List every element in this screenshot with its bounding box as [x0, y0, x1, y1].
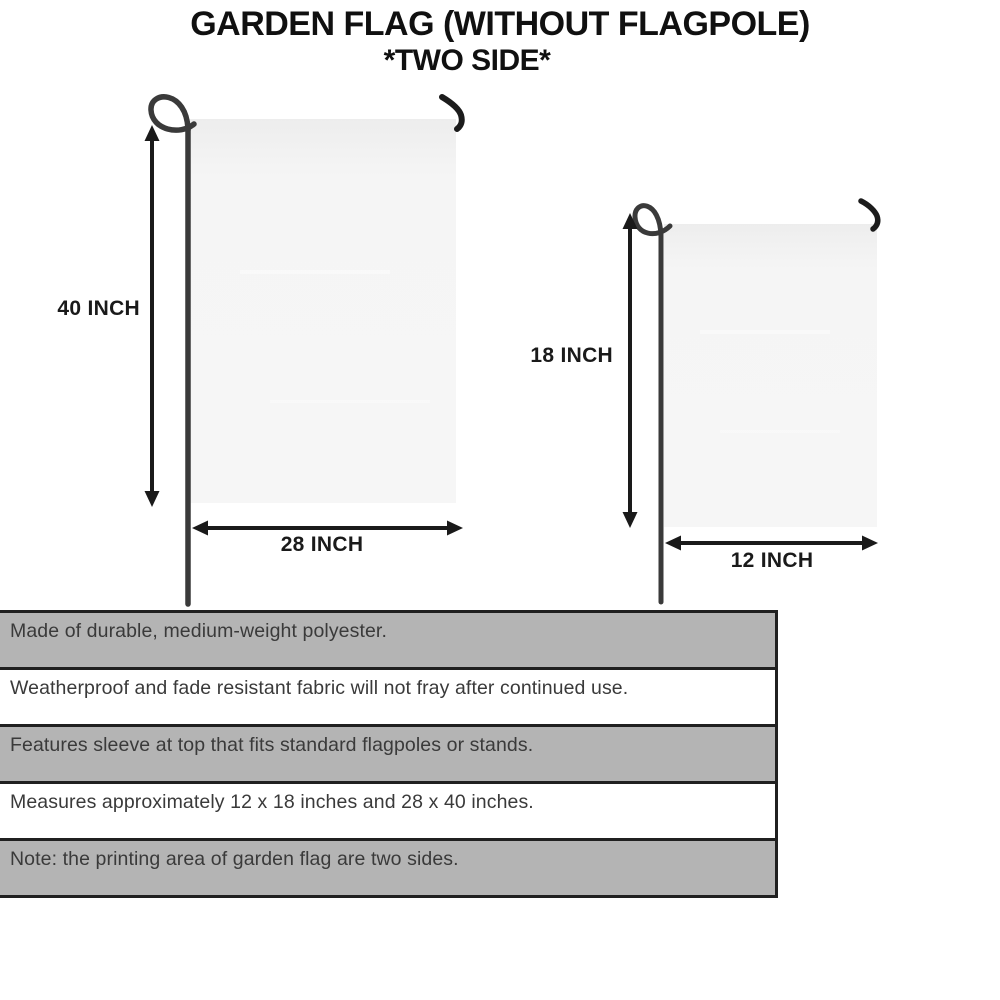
height-arrow-large [145, 125, 160, 507]
feature-row: Measures approximately 12 x 18 inches and 28 x 40 inches. [0, 781, 775, 838]
large-flag-pole [151, 97, 194, 604]
feature-row: Note: the printing area of garden flag are two sides. [0, 838, 775, 895]
small-flag-height-label: 18 INCH [530, 344, 613, 367]
feature-row: Features sleeve at top that fits standard flagpoles or stands. [0, 724, 775, 781]
feature-table [0, 610, 778, 898]
page-subtitle: *TWO SIDE* [383, 44, 551, 78]
small-flag-width-label: 12 INCH [730, 549, 814, 572]
feature-row: Weatherproof and fade resistant fabric will not fray after continued use. [0, 667, 775, 724]
feature-row: Made of durable, medium-weight polyester. [0, 610, 775, 667]
height-arrow-small [623, 213, 638, 528]
page-title: GARDEN FLAG (WITHOUT FLAGPOLE) [190, 5, 810, 43]
small-flag-canvas [664, 224, 877, 527]
large-flag-height-label: 40 INCH [57, 297, 140, 320]
large-flag-width-label: 28 INCH [280, 533, 364, 556]
large-flag-canvas [189, 119, 456, 503]
